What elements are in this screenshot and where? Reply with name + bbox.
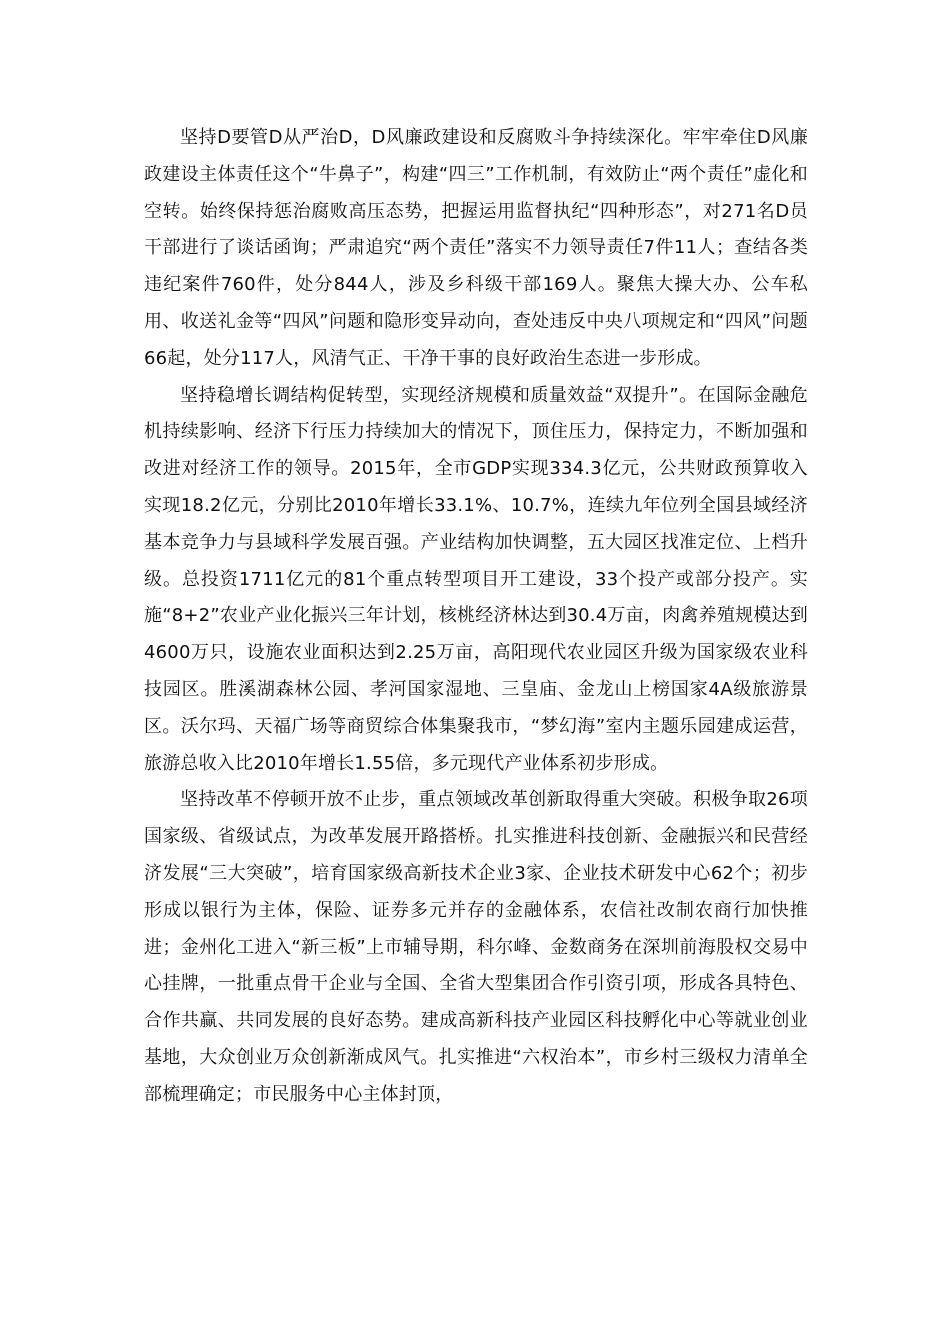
paragraph-discipline: 坚持D要管D从严治D，D风廉政建设和反腐败斗争持续深化。牢牢牵住D风廉政建设主体责任这个“牛鼻子”，构建“四三”工作机制，有效防止“两个责任”虚化和空转。始终保持惩治腐败高压态势，把握运用监督执纪“四种形态”，对271名D员干部进行了谈话函询；严肃追究“两个责任”落实不力领导责任7件11人；查结各类违纪案件760件，处分844人，涉及乡科级干部169人。聚焦大操大办、公车私用、收送礼金等“四风”问题和隐形变异动向，查处违反中央八项规定和“四风”问题66起，处分117人，风清气正、干净干事的良好政治生态进一步形成。 bbox=[144, 127, 808, 369]
document-body bbox=[144, 120, 808, 1114]
paragraph-reform: 坚持改革不停顿开放不止步，重点领域改革创新取得重大突破。积极争取26项国家级、省级试点，为改革发展开路搭桥。扎实推进科技创新、金融振兴和民营经济发展“三大突破”，培育国家级高新技术企业3家、企业技术研发中心62个；初步形成以银行为主体，保险、证券多元并存的金融体系，农信社改制农商行加快推进；金州化工进入“新三板”上市辅导期，科尔峰、金数商务在深圳前海股权交易中心挂牌，一批重点骨干企业与全国、全省大型集团合作引资引项，形成各具特色、合作共赢、共同发展的良好态势。建成高新科技产业园区科技孵化中心等就业创业基地，大众创业万众创新渐成风气。扎实推进“六权治本”，市乡村三级权力清单全部梳理确定；市民服务中心主体封顶， bbox=[144, 789, 808, 1105]
paragraph-economy: 坚持稳增长调结构促转型，实现经济规模和质量效益“双提升”。在国际金融危机持续影响、经济下行压力持续加大的情况下，顶住压力，保持定力，不断加强和改进对经济工作的领导。2015年，全市GDP实现334.3亿元，公共财政预算收入实现18.2亿元，分别比2010年增长33.1%、10.7%，连续九年位列全国县域经济基本竞争力与县域科学发展百强。产业结构加快调整，五大园区找准定位、上档升级。总投资1711亿元的81个重点转型项目开工建设，33个投产或部分投产。实施“8+2”农业产业化振兴三年计划，核桃经济林达到30.4万亩，肉禽养殖规模达到4600万只，设施农业面积达到2.25万亩，高阳现代农业园区升级为国家级农业科技园区。胜溪湖森林公园、孝河国家湿地、三皇庙、金龙山上榜国家4A级旅游景区。沃尔玛、天福广场等商贸综合体集聚我市，“梦幻海”室内主题乐园建成运营，旅游总收入比2010年增长1.55倍，多元现代产业体系初步形成。 bbox=[144, 384, 808, 774]
